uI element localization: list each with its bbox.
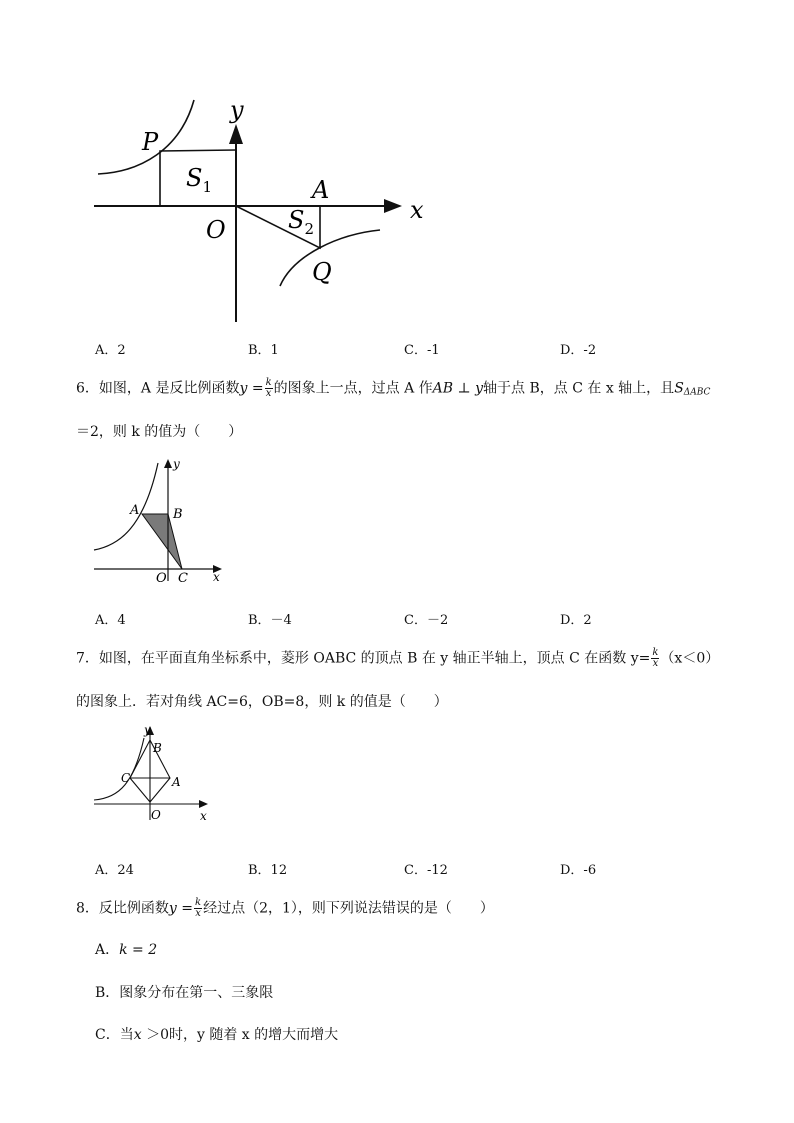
q8-option-c-math: x — [133, 1027, 142, 1043]
q8-option-a-math: k = 2 — [119, 942, 158, 958]
fig7-label-a: A — [172, 775, 181, 789]
q8-var-y: y — [168, 900, 177, 917]
fig7-x-arrow — [199, 800, 208, 808]
q8-option-c: C．当x ＞0时，y 随着 x 的增大而增大 — [95, 1027, 339, 1043]
q7-option-a: A．24 — [95, 863, 134, 878]
fig7-curve — [94, 738, 144, 800]
q7-option-d: D．-6 — [560, 863, 597, 878]
fig5-label-x: x — [410, 196, 424, 224]
fig7-label-b: B — [153, 741, 162, 755]
q6-area-sub: ΔABC — [683, 387, 711, 398]
q7-option-b: B．12 — [248, 863, 288, 878]
q5-option-b: B．1 — [248, 343, 279, 358]
q8-eq: = — [176, 900, 194, 917]
q6-option-b: B．－4 — [248, 613, 292, 628]
q7-stem-line2: 的图象上．若对角线 AC=6，OB=8，则 k 的值是（ ） — [76, 694, 448, 710]
q5-option-a: A．2 — [95, 343, 126, 358]
q6-ab-perp: AB ⊥ y — [432, 380, 484, 397]
fig5-label-y: y — [230, 96, 244, 124]
fig5-label-o: O — [206, 216, 226, 244]
q6-prefix: 6．如图，A 是反比例函数 — [76, 380, 240, 397]
fig7-label-c: C — [121, 771, 131, 785]
q8-option-b: B．图象分布在第一、三象限 — [95, 985, 274, 1001]
fig5-label-q: Q — [312, 258, 332, 286]
fig5-label-s2: $S_2$ — [288, 206, 314, 238]
q6-option-d: D．2 — [560, 613, 592, 628]
fig6-triangle-abc — [142, 514, 182, 569]
fig5-label-p: P — [142, 128, 159, 156]
q6-var-y: y — [239, 380, 248, 397]
fig6-label-x: x — [213, 570, 220, 584]
q6-mid1: 的图象上一点，过点 A 作 — [273, 380, 433, 397]
q6-stem-line1 — [76, 378, 710, 403]
fig6-label-b: B — [173, 507, 183, 522]
fig6-y-arrow — [164, 459, 172, 468]
q6-eq: = — [247, 380, 264, 397]
q7-fraction: $\frac{k}{x}$ — [652, 647, 659, 669]
fig6-label-c: C — [178, 571, 188, 586]
fig7-label-y: y — [144, 723, 151, 737]
fig5-label-s1: $S_1$ — [186, 164, 212, 196]
fig7-label-x: x — [200, 809, 207, 823]
q8-stem — [76, 898, 494, 919]
fig5-x-arrow — [384, 199, 402, 213]
q6-option-a: A．4 — [95, 613, 126, 628]
q5-option-d: D．-2 — [560, 343, 597, 358]
fig6-curve — [94, 463, 158, 550]
figure-q5 — [80, 90, 440, 330]
q6-option-c: C．－2 — [404, 613, 449, 628]
q8-suffix: 经过点（2，1），则下列说法错误的是（ ） — [203, 900, 494, 917]
fig7-label-o: O — [151, 808, 161, 822]
q7-option-c: C．-12 — [404, 863, 448, 878]
q6-stem-line2: ＝2，则 k 的值为（ ） — [76, 424, 243, 440]
q5-option-c: C．-1 — [404, 343, 440, 358]
q7-condition: （x＜0） — [660, 650, 720, 667]
fig6-label-a: A — [130, 503, 140, 518]
fig6-label-y: y — [173, 457, 180, 471]
q7-prefix: 7．如图，在平面直角坐标系中，菱形 OABC 的顶点 B 在 y 轴正半轴上，顶点 C 在函数 y= — [76, 650, 651, 667]
figure-q7 — [90, 720, 215, 825]
q8-option-a: A．k = 2 — [95, 942, 158, 958]
q7-stem-line1 — [76, 648, 719, 669]
fig5-label-a: A — [312, 176, 330, 204]
fig6-label-o: O — [156, 571, 167, 586]
q6-area-s: S — [674, 380, 684, 397]
fig5-y-arrow — [229, 124, 243, 144]
q8-prefix: 8．反比例函数 — [76, 900, 169, 917]
q6-fraction: $\frac{k}{x}$ — [265, 377, 272, 399]
q8-fraction: $\frac{k}{x}$ — [195, 897, 202, 919]
figure-q6 — [90, 455, 230, 590]
q6-mid2: 轴于点 B，点 C 在 x 轴上，且 — [483, 380, 675, 397]
